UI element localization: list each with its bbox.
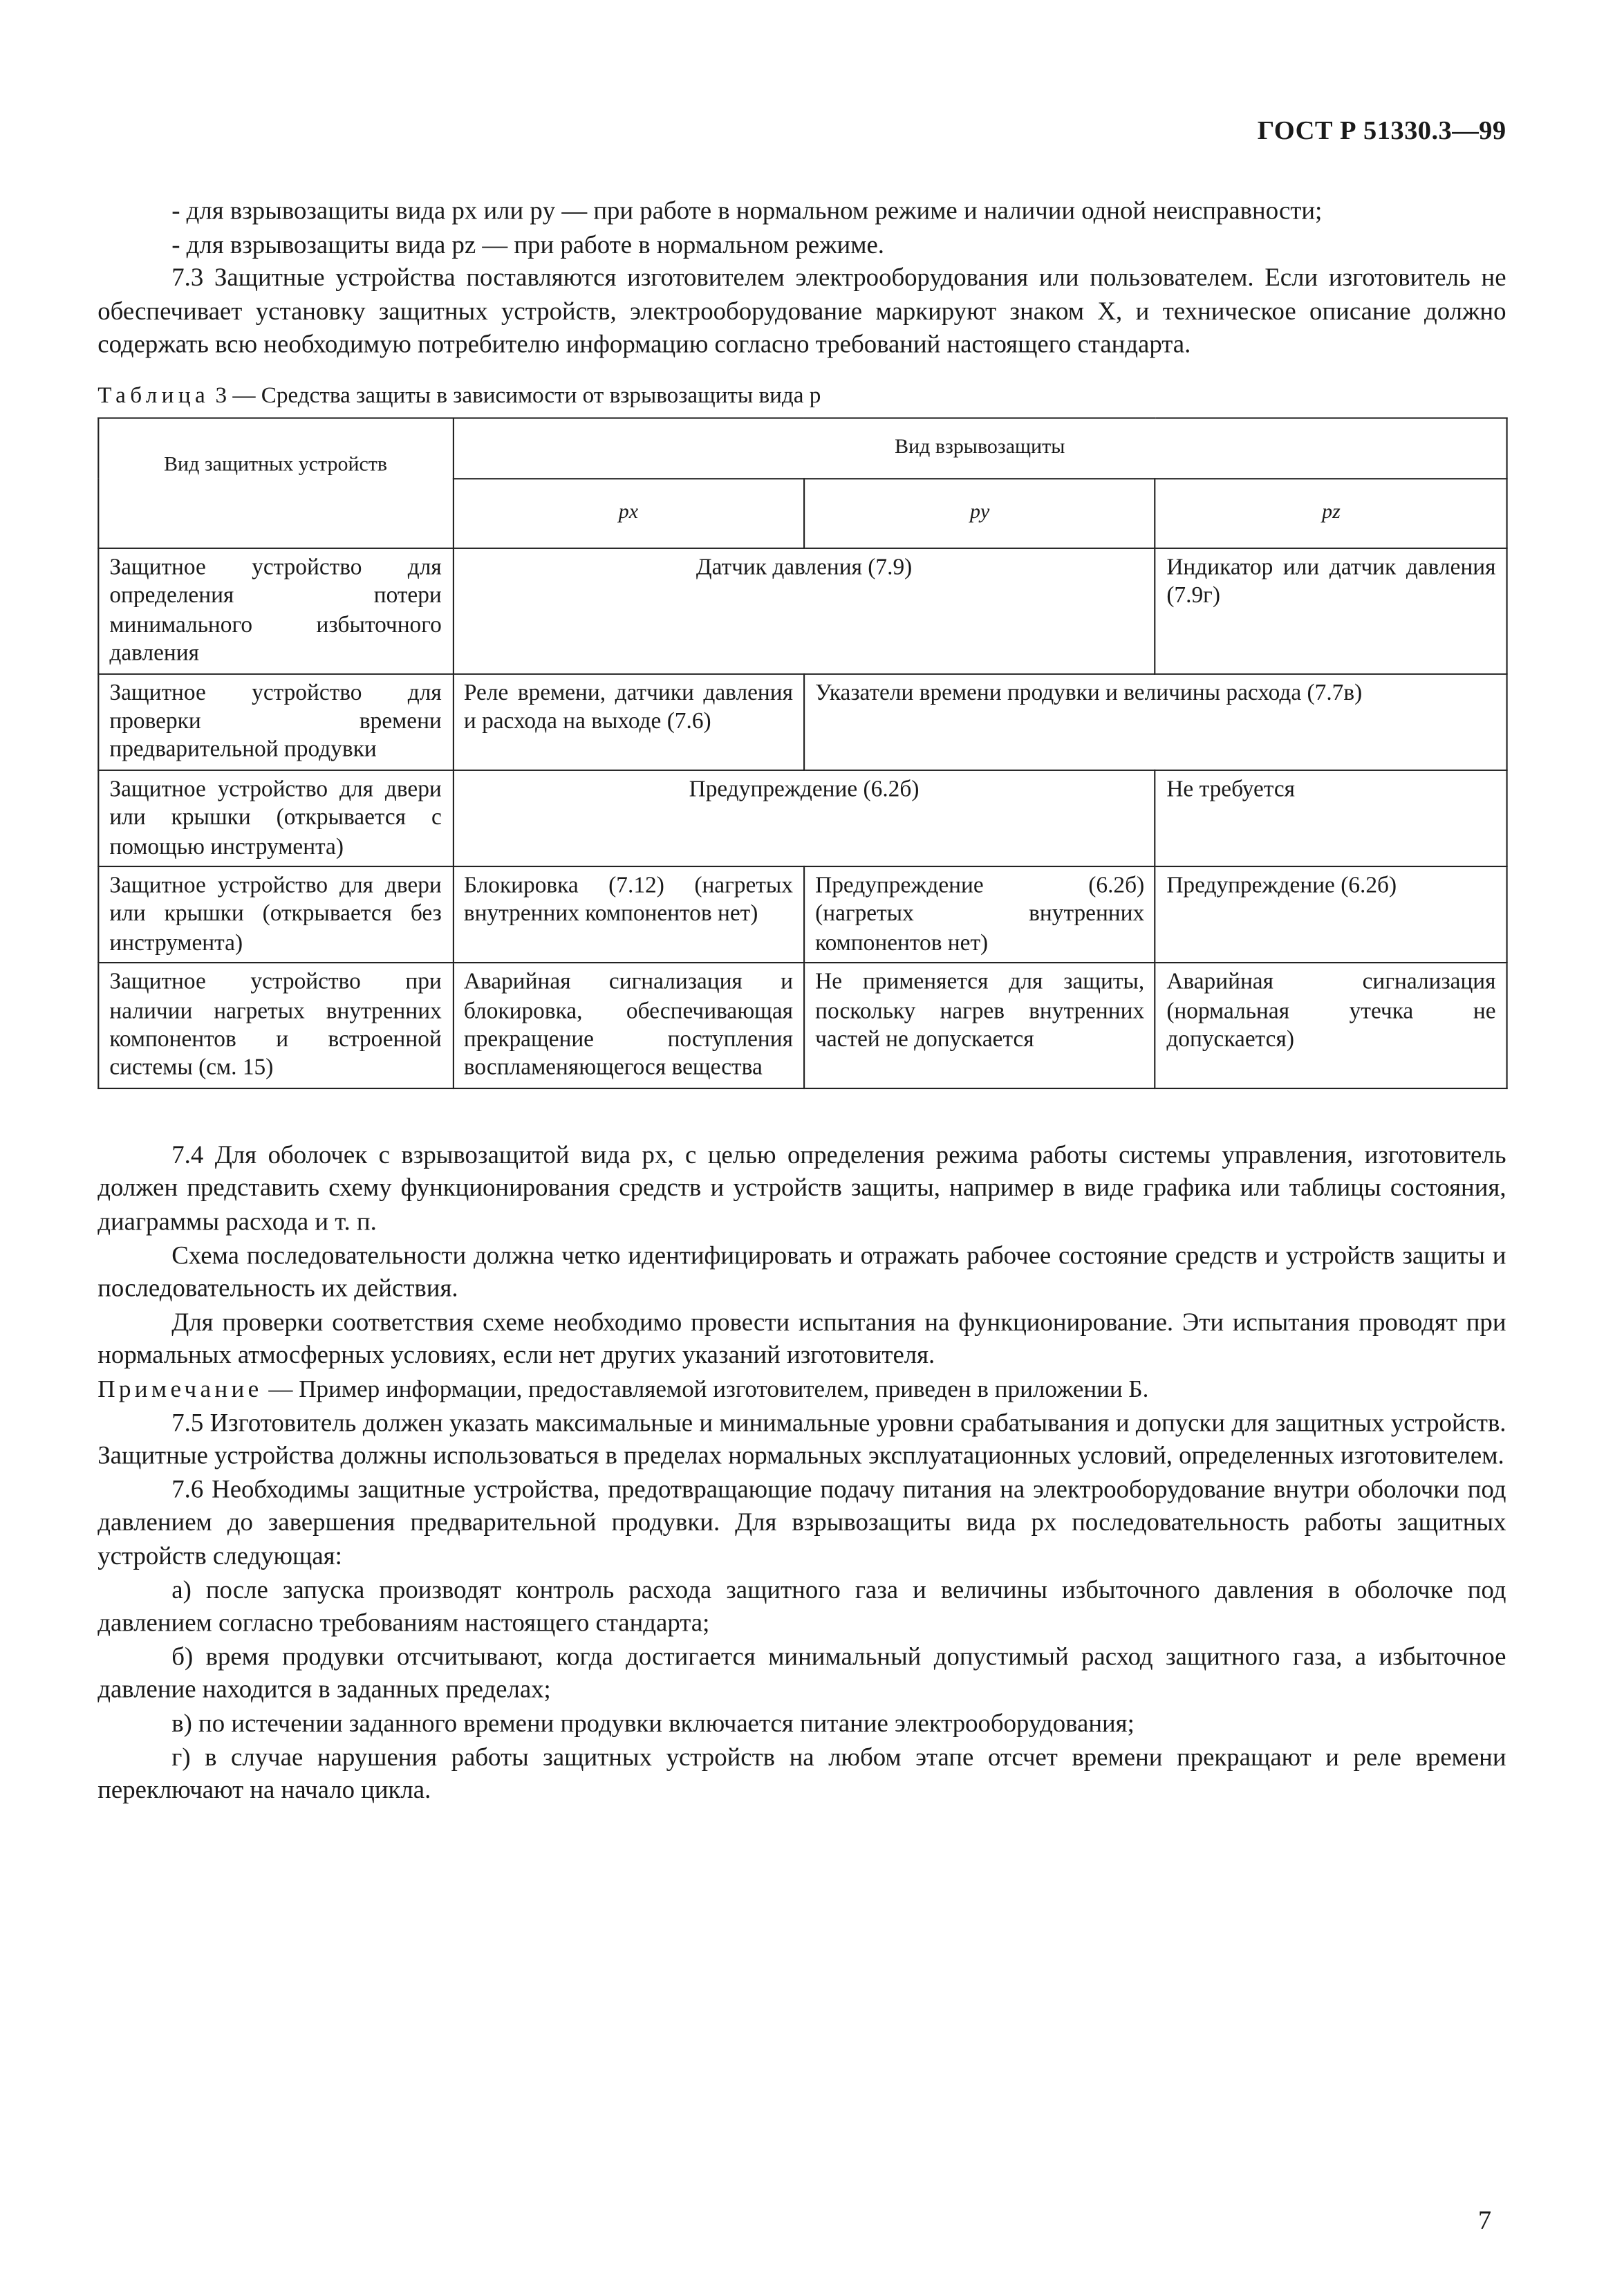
note bbox=[97, 1373, 1506, 1407]
list-item: б) время продувки отсчитывают, когда достигается минимальный допустимый расход защитного газа, а избыточное давление находится в заданных пределах; bbox=[97, 1642, 1506, 1704]
cell-pz: Индикатор или датчик давления (7.9г) bbox=[1155, 548, 1506, 674]
header-py: py bbox=[804, 479, 1155, 548]
table-row bbox=[98, 674, 1506, 770]
paragraph: 7.4 Для оболочек с взрывозащитой вида px, с целью определения режима работы системы управления, изготовитель должен представить схему функционирования средств и устройств защиты, например в виде графика или таблицы состояния, диаграммы расхода и т. п. bbox=[97, 1140, 1506, 1236]
table-row bbox=[98, 963, 1506, 1088]
table-caption-text: 3 — Средства защиты в зависимости от взрывозащиты вида p bbox=[215, 383, 821, 409]
cell-pz: Аварийная сигнализация (нормальная утечка не допускается) bbox=[1155, 963, 1506, 1088]
table-caption bbox=[97, 382, 1506, 411]
table-row bbox=[98, 866, 1506, 963]
cell-px: Аварийная сигнализация и блокировка, обеспечивающая прекращение поступления воспламеняющегося вещества bbox=[453, 963, 804, 1088]
paragraph: 7.3 Защитные устройства поставляются изготовителем электрооборудования или пользователем. Если изготовитель не обеспечивает установку защитных устройств, электрооборудование маркируют знаком X, и техническое описание должно содержать всю необходимую потребителю информацию согласно требований настоящего стандарта. bbox=[97, 263, 1506, 359]
page-body bbox=[97, 195, 1506, 1808]
list-item: в) по истечении заданного времени продувки включается питание электрооборудования; bbox=[171, 1709, 1135, 1738]
cell-px: Реле времени, датчики давления и расхода на выходе (7.6) bbox=[453, 674, 804, 770]
cell-py: Предупреждение (6.2б) (нагретых внутренних компонентов нет) bbox=[804, 866, 1155, 963]
table-row bbox=[98, 548, 1506, 674]
cell-device: Защитное устройство для определения потери минимального избыточного давления bbox=[98, 548, 453, 674]
paragraph: Для проверки соответствия схеме необходимо провести испытания на функционирование. Эти испытания проводят при нормальных атмосферных условиях, если нет других указаний изготовителя. bbox=[97, 1308, 1506, 1370]
table-caption-label: Таблица bbox=[97, 383, 210, 409]
paragraph: - для взрывозащиты вида pz — при работе в нормальном режиме. bbox=[171, 230, 885, 259]
page-number: 7 bbox=[1477, 2205, 1492, 2235]
paragraph: 7.5 Изготовитель должен указать максимальные и минимальные уровни срабатывания и допуски для защитных устройств. Защитные устройства должны использоваться в пределах нормальных эксплуатационных условий, определенных изготовителем. bbox=[97, 1408, 1506, 1470]
header-px: px bbox=[453, 479, 804, 548]
cell-px-py: Датчик давления (7.9) bbox=[453, 548, 1155, 674]
cell-device: Защитное устройство для двери или крышки (открывается без инструмента) bbox=[98, 866, 453, 963]
cell-pz: Не требуется bbox=[1155, 770, 1506, 866]
list-item: г) в случае нарушения работы защитных устройств на любом этапе отсчет времени прекращают и реле времени переключают на начало цикла. bbox=[97, 1742, 1506, 1804]
paragraph: 7.6 Необходимы защитные устройства, предотвращающие подачу питания на электрооборудование внутри оболочки под давлением до завершения предварительной продувки. Для взрывозащиты вида px последовательность работы защитных устройств следующая: bbox=[97, 1475, 1506, 1570]
cell-device: Защитное устройство для двери или крышки (открывается с помощью инструмента) bbox=[98, 770, 453, 866]
table-header-row bbox=[98, 418, 1506, 479]
paragraph: - для взрывозащиты вида px или py — при работе в нормальном режиме и наличии одной неисправности; bbox=[171, 196, 1323, 225]
cell-pz: Предупреждение (6.2б) bbox=[1155, 866, 1506, 963]
note-text: — Пример информации, предоставляемой изготовителем, приведен в приложении Б. bbox=[262, 1375, 1149, 1403]
header-protection-type: Вид взрывозащиты bbox=[453, 418, 1507, 479]
cell-py: Не применяется для защиты, поскольку нагрев внутренних частей не допускается bbox=[804, 963, 1155, 1088]
cell-device: Защитное устройство для проверки времени предварительной продувки bbox=[98, 674, 453, 770]
cell-device: Защитное устройство при наличии нагретых внутренних компонентов и встроенной системы (см. 15) bbox=[98, 963, 453, 1088]
list-item: а) после запуска производят контроль расхода защитного газа и величины избыточного давления в оболочке под давлением согласно требованиям настоящего стандарта; bbox=[97, 1575, 1506, 1638]
note-label: Примечание bbox=[97, 1375, 263, 1403]
protection-table bbox=[97, 417, 1507, 1088]
cell-px-py: Предупреждение (6.2б) bbox=[453, 770, 1155, 866]
standard-code: ГОСТ Р 51330.3—99 bbox=[1257, 115, 1506, 145]
header-device-type: Вид защитных устройств bbox=[98, 418, 453, 548]
table-row bbox=[98, 770, 1506, 866]
cell-py-pz: Указатели времени продувки и величины расхода (7.7в) bbox=[804, 674, 1507, 770]
cell-px: Блокировка (7.12) (нагретых внутренних компонентов нет) bbox=[453, 866, 804, 963]
paragraph: Схема последовательности должна четко идентифицировать и отражать рабочее состояние средств и устройств защиты и последовательность их действия. bbox=[97, 1241, 1506, 1303]
header-pz: pz bbox=[1155, 479, 1506, 548]
